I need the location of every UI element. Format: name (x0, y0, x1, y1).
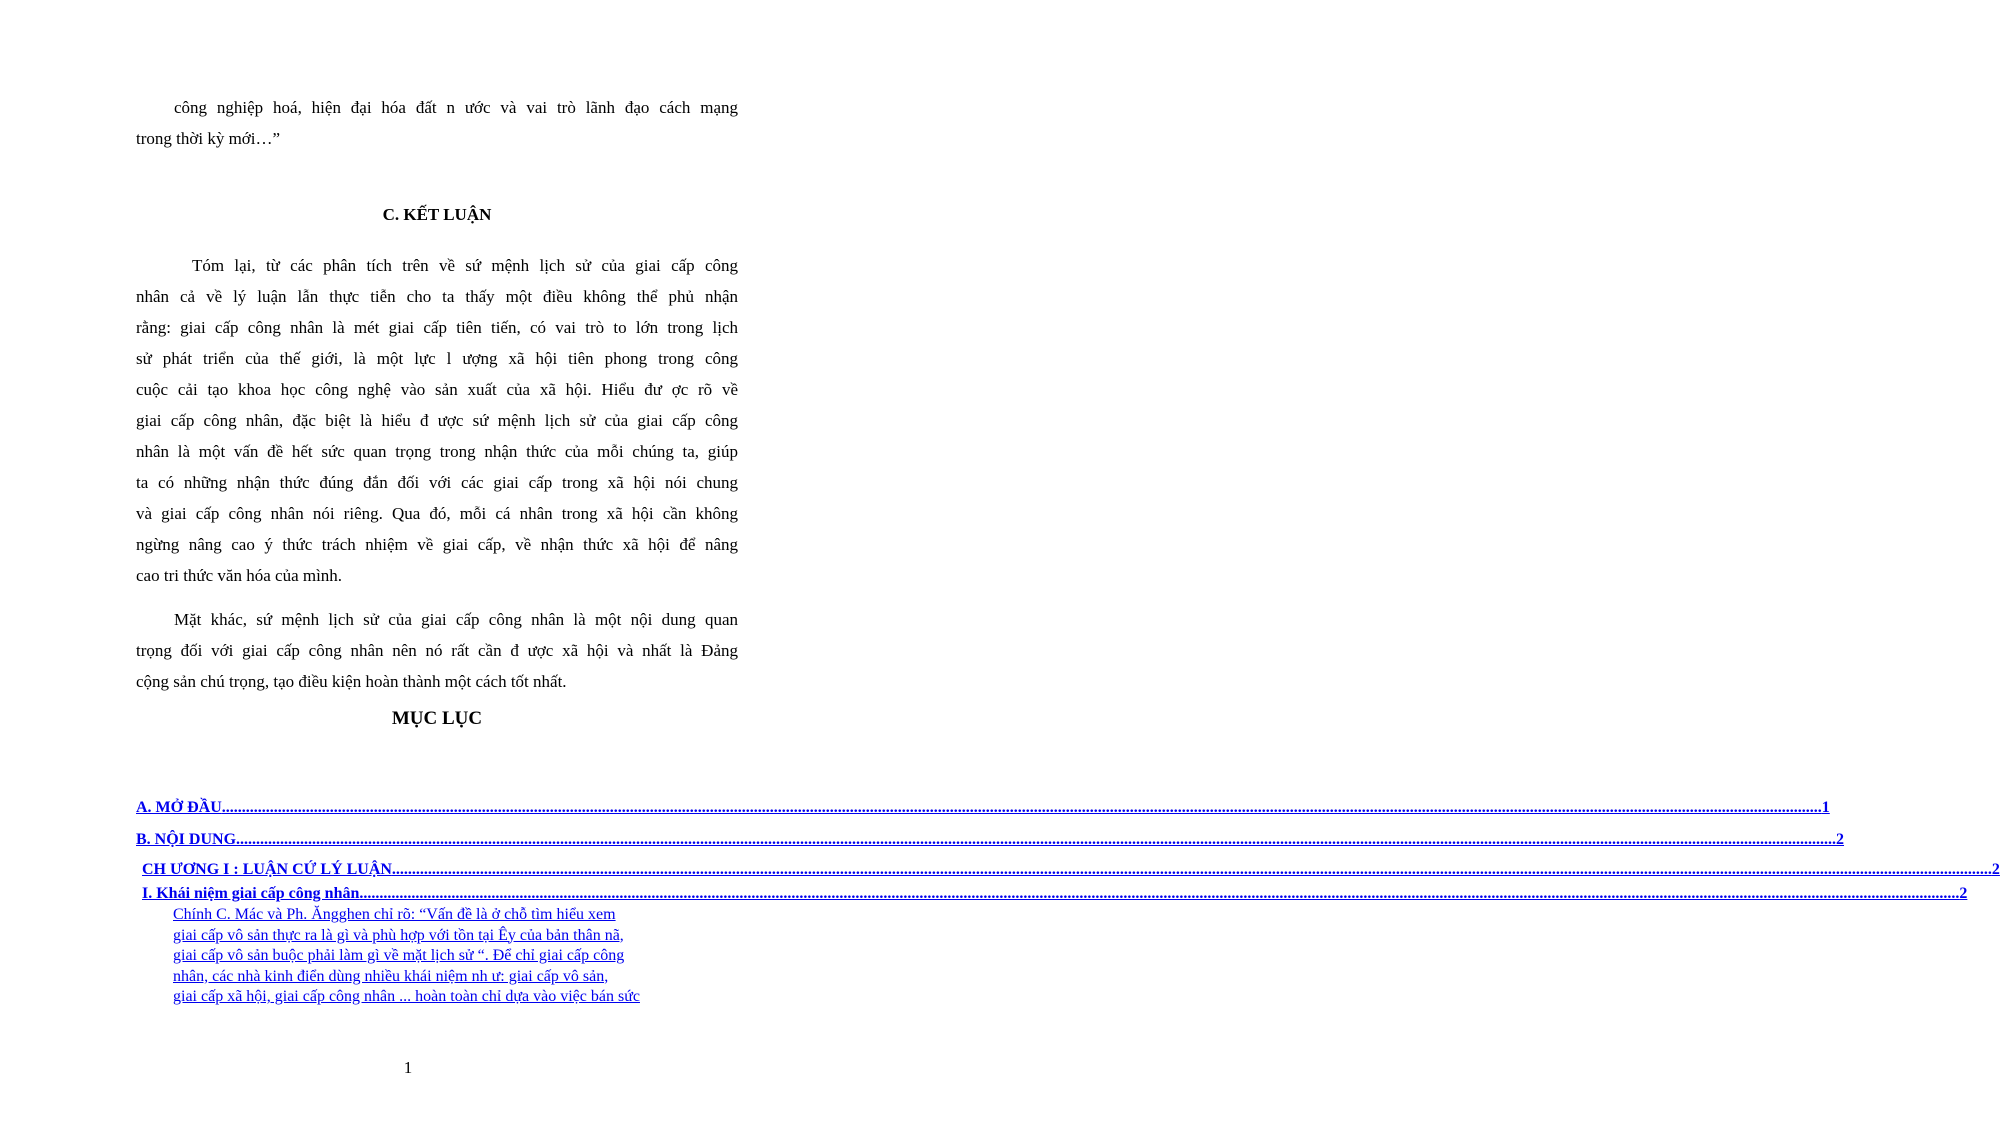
toc-subentry-line: giai cấp vô sản buộc phải làm gì về mặt lịch sử “. Để chỉ giai cấp công (173, 947, 625, 964)
text-line: và giai cấp công nhân nói riêng. Qua đó, mỗi cá nhân trong xã hội cần không (136, 504, 738, 523)
toc-entry-page: 2 (1959, 885, 1968, 902)
text-line: ta có những nhận thức đúng đắn đối với các giai cấp trong xã hội nói chung (136, 473, 738, 492)
text-line: giai cấp công nhân, đặc biệt là hiểu đ ược sứ mệnh lịch sử của giai cấp công (136, 411, 738, 430)
toc-subentry-line: giai cấp vô sản thực ra là gì và phù hợp với tồn tại Êy của bản thân nã, (173, 926, 624, 944)
toc-leader-dots: ................................................................................................................................................................................................................................................................................................................................................................................................................ (221, 799, 1822, 816)
toc-entry-label: I. Khái niệm giai cấp công nhân (142, 885, 360, 902)
toc-entry-khai-niem[interactable] (142, 883, 1968, 905)
toc-entry-page: 2 (1836, 831, 1845, 848)
text-line: Tóm lại, từ các phân tích trên về sứ mệnh lịch sử của giai cấp công (192, 256, 738, 275)
text-line: rằng: giai cấp công nhân là mét giai cấp tiên tiến, có vai trò to lớn trong lịch (136, 318, 738, 337)
toc-leader-dots: ................................................................................................................................................................................................................................................................................................................................................................................................................ (236, 831, 1837, 848)
toc-subentry-line: Chính C. Mác và Ph. Ăngghen chỉ rõ: “Vấn đề là ở chỗ tìm hiểu xem (173, 906, 616, 923)
toc-entry-chuong-1[interactable] (142, 857, 2000, 883)
toc-entry-label: CH ƯƠNG I : LUẬN CỨ LÝ LUẬN (142, 861, 392, 878)
conclusion-paragraph-2 (136, 604, 738, 697)
text-line: nhân cả về lý luận lẫn thực tiễn cho ta thấy một điều không thể phủ nhận (136, 287, 738, 306)
toc-entry-noi-dung[interactable] (136, 825, 1845, 855)
text-line: cao tri thức văn hóa của mình. (136, 566, 343, 585)
intro-paragraph (136, 92, 738, 154)
table-of-contents (136, 795, 2000, 1008)
text-line: trọng đối với giai cấp công nhân nên nó rất cần đ ược xã hội và nhất là Đảng (136, 641, 738, 660)
page-number: 1 (403, 1058, 413, 1077)
text-line: ngừng nâng cao ý thức trách nhiệm về giai cấp, về nhận thức xã hội để nâng (136, 535, 738, 554)
toc-heading: MỤC LỤC (391, 708, 483, 729)
toc-leader-dots: ................................................................................................................................................................................................................................................................................................................................................................................................................ (359, 885, 1960, 902)
text-line: nhân là một vấn đề hết sức quan trọng trong nhận thức của mỗi chúng ta, giúp (136, 442, 738, 461)
text-line: sử phát triển của thế giới, là một lực l ượng xã hội tiên phong trong công (136, 349, 738, 368)
toc-entry-mo-dau[interactable] (136, 795, 1830, 821)
toc-subentry-line: giai cấp xã hội, giai cấp công nhân ... hoàn toàn chỉ dựa vào việc bán sức (173, 988, 640, 1005)
text-line: trong thời kỳ mới…” (136, 129, 281, 148)
conclusion-paragraph-1 (136, 250, 738, 591)
toc-leader-dots: ................................................................................................................................................................................................................................................................................................................................................................................................................ (391, 861, 1992, 878)
text-line: cuộc cải tạo khoa học công nghệ vào sản xuất của xã hội. Hiểu đư ợc rõ về (136, 380, 738, 399)
text-line: Mặt khác, sứ mệnh lịch sử của giai cấp công nhân là một nội dung quan (174, 610, 738, 629)
toc-entry-label: A. MỞ ĐẦU (136, 799, 222, 816)
conclusion-heading: C. KẾT LUẬN (382, 205, 492, 224)
toc-subentry[interactable] (173, 905, 738, 1008)
toc-subentry-line: nhân, các nhà kinh điển dùng nhiều khái niệm nh ư: giai cấp vô sản, (173, 967, 609, 985)
toc-entry-page: 1 (1821, 799, 1830, 816)
toc-entry-label: B. NỘI DUNG (136, 831, 237, 848)
text-line: cộng sản chú trọng, tạo điều kiện hoàn thành một cách tốt nhất. (136, 672, 567, 691)
toc-entry-page: 2 (1991, 861, 2000, 878)
text-line: công nghiệp hoá, hiện đại hóa đất n ước và vai trò lãnh đạo cách mạng (174, 98, 738, 117)
